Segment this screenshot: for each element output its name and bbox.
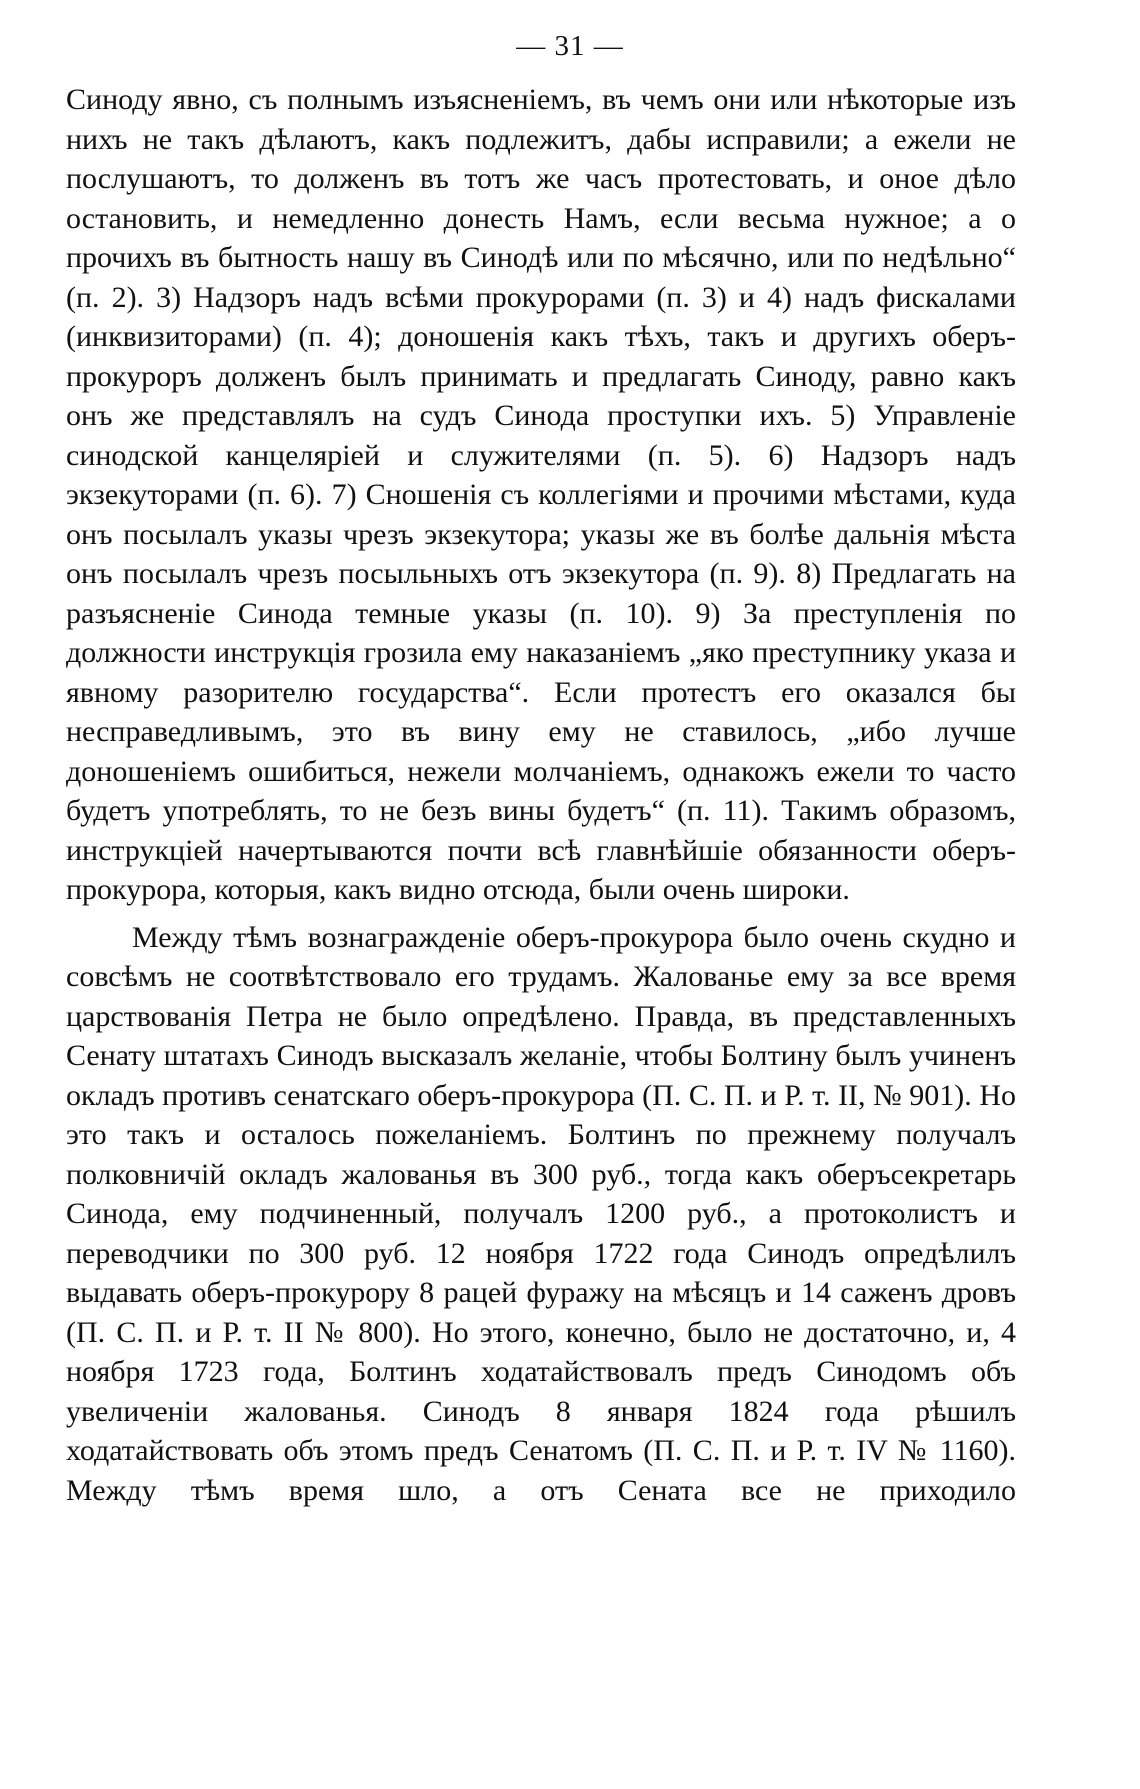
body-text [66,80,1016,1510]
page-number: — 31 — [516,30,624,62]
paragraph-2: Между тѣмъ вознагражденіе оберъ-прокурора было очень скудно и совсѣмъ не соотвѣтствовало его трудамъ. Жалованье ему за все время царствованія Петра не было опредѣлено. Правда, въ представленныхъ Сенату штатахъ Синодъ высказалъ желаніе, чтобы Болтину былъ учиненъ окладъ противъ сенатскаго оберъ-прокурора (П. С. П. и Р. т. II, № 901). Но это такъ и осталось пожеланіемъ. Болтинъ по прежнему получалъ полковничій окладъ жалованья въ 300 руб., тогда какъ оберъсекретарь Синода, ему подчиненный, получалъ 1200 руб., а протоколистъ и переводчики по 300 руб. 12 ноября 1722 года Синодъ опредѣлилъ выдавать оберъ-прокурору 8 рацей фуражу на мѣсяцъ и 14 саженъ дровъ (П. С. П. и Р. т. II № 800). Но этого, конечно, было не достаточно, и, 4 ноября 1723 года, Болтинъ ходатайствовалъ предъ Синодомъ объ увеличеніи жалованья. Синодъ 8 января 1824 года рѣшилъ ходатайствовать объ этомъ предъ Сенатомъ (П. С. П. и Р. т. IV № 1160). Между тѣмъ время шло, а отъ Сената все не приходило [66,920,1016,1507]
paragraph-1: Синоду явно, съ полнымъ изъясненіемъ, въ чемъ они или нѣкоторые изъ нихъ не такъ дѣлаютъ, какъ подлежитъ, дабы исправили; а ежели не послушаютъ, то долженъ въ тотъ же часъ протестовать, и оное дѣло остановить, и немедленно донесть Намъ, если весьма нужное; а о прочихъ въ бытность нашу въ Синодѣ или по мѣсячно, или по недѣльно“ (п. 2). 3) Надзоръ надъ всѣми прокурорами (п. 3) и 4) надъ фискалами (инквизиторами) (п. 4); доношенія какъ тѣхъ, такъ и другихъ оберъ-прокуроръ долженъ былъ принимать и предлагать Синоду, равно какъ онъ же представлялъ на судъ Синода проступки ихъ. 5) Управленіе синодской канцеляріей и служителями (п. 5). 6) Надзоръ надъ экзекуторами (п. 6). 7) Сношенія съ коллегіями и прочими мѣстами, куда онъ посылалъ указы чрезъ экзекутора; указы же въ болѣе дальнія мѣста онъ посылалъ чрезъ посыльныхъ отъ экзекутора (п. 9). 8) Предлагать на разъясненіе Синода темные указы (п. 10). 9) За преступленія по должности инструкція грозила ему наказаніемъ „яко преступнику указа и явному разорителю государства“. Если протестъ его оказался бы несправедливымъ, это въ вину ему не ставилось, „ибо лучше доношеніемъ ошибиться, нежели молчаніемъ, однакожъ ежели то часто будетъ употреблять, то не безъ вины будетъ“ (п. 11). Такимъ образомъ, инструкціей начертываются почти всѣ главнѣйшіе обязанности оберъ-прокурора, которыя, какъ видно отсюда, были очень широки. [66,83,1016,906]
